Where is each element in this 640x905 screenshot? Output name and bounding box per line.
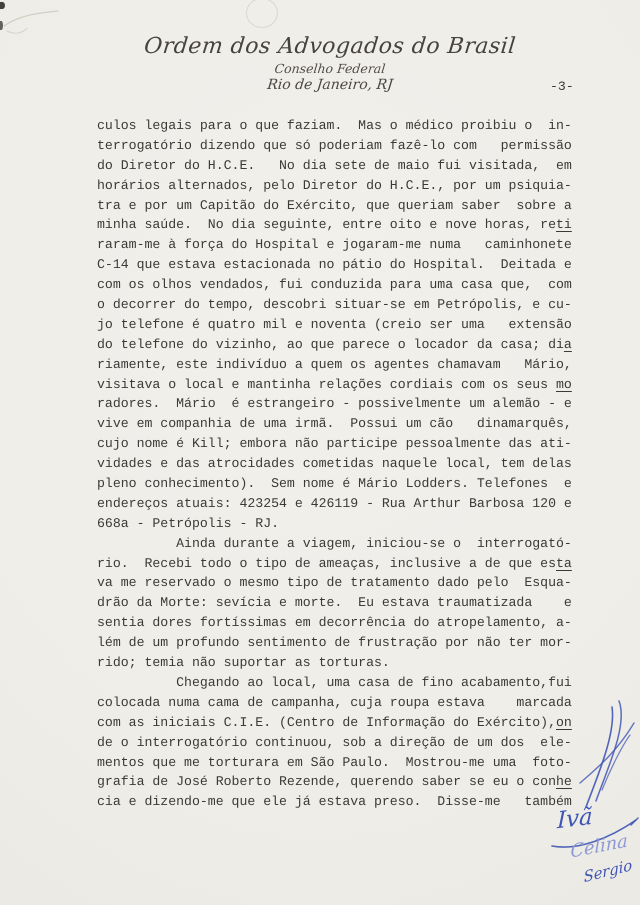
text-line: colocada numa cama de campanha, cuja roupa estava marcada [97, 694, 572, 710]
letterhead-council: Conselho Federal [273, 61, 387, 76]
text-line: vidades e das atrocidades cometidas naquele local, tem delas [97, 456, 572, 472]
text-line: horários alternados, pelo Diretor do H.C.E., por um psiquia- [97, 177, 572, 193]
text-line: do telefone do vizinho, ao que parece o locador da casa; dia [97, 336, 572, 352]
scan-edge-speck [0, 2, 5, 9]
text-line: sentia dores fortíssimas em decorrência do atropelamento, a- [97, 615, 572, 631]
text-line: minha saúde. No dia seguinte, entre oito e nove horas, reti [97, 217, 572, 233]
text-line: rio. Recebi todo o tipo de ameaças, inclusive a de que esta [97, 555, 572, 571]
text-line: pleno conhecimento). Sem nome é Mário Lodders. Telefones e [97, 476, 572, 492]
text-line: de o interrogatório continuou, sob a direção de um dos ele- [97, 734, 572, 750]
page-number: -3- [550, 79, 574, 94]
letterhead-org: Ordem dos Advogados do Brasil [142, 34, 518, 59]
handwritten-name-iva: Ivã [556, 803, 593, 835]
typewritten-body [97, 116, 572, 812]
faint-stain-mark [246, 0, 278, 28]
scan-edge-speck [0, 21, 3, 30]
text-line: raram-me à força do Hospital e jogaram-me numa caminhonete [97, 237, 572, 253]
letterhead-city: Rio de Janeiro, RJ [266, 77, 394, 93]
text-line: drão da Morte: sevícia e morte. Eu estava traumatizada e [97, 595, 572, 611]
text-line: vive em companhia de uma irmã. Possui um cão dinamarquês, [97, 416, 572, 432]
text-line: culos legais para o que faziam. Mas o médico proibiu o in- [97, 118, 572, 133]
text-line: com as iniciais C.I.E. (Centro de Informação do Exército),on [97, 714, 572, 730]
text-line: va me reservado o mesmo tipo de tratamento dado pelo Esqua- [97, 575, 572, 591]
text-line: rido; temia não suportar as torturas. [97, 655, 390, 671]
text-line: tra e por um Capitão do Exército, que queriam saber sobre a [97, 197, 572, 213]
text-line: com os olhos vendados, fui conduzida para uma casa que, com [97, 277, 572, 293]
text-line: cujo nome é Kill; embora não participe pessoalmente das ati- [97, 436, 572, 452]
text-line: lém de um profundo sentimento de frustração por não ter mor- [97, 635, 572, 651]
text-line: Ainda durante a viagem, iniciou-se o interrogató- [97, 535, 572, 551]
pencil-mark [0, 0, 64, 38]
ink-signature-scribble [572, 695, 640, 810]
text-line: C-14 que estava estacionada no pátio do Hospital. Deitada e [97, 257, 572, 273]
handwritten-name-sergio: Sergio [583, 855, 633, 887]
text-line: endereços atuais: 423254 e 426119 - Rua Arthur Barbosa 120 e [97, 495, 572, 511]
text-line: jo telefone é quatro mil e noventa (creio ser uma extensão [97, 316, 572, 332]
text-line: 668a - Petrópolis - RJ. [97, 515, 280, 531]
text-line: o decorrer do tempo, descobri situar-se em Petrópolis, e cu- [97, 297, 572, 313]
text-line: radores. Mário é estrangeiro - possivelmente um alemão - e [97, 396, 572, 412]
text-line: grafia de José Roberto Rezende, querendo saber se eu o conhe [97, 774, 572, 790]
text-line: visitava o local e mantinha relações cordiais com os seus mo [97, 376, 572, 392]
text-line: mentos que me torturara em São Paulo. Mostrou-me uma foto- [97, 754, 572, 770]
text-line: riamente, este indivíduo a quem os agentes chamavam Mário, [97, 356, 572, 372]
text-line: terrogatório dizendo que só poderiam fazê-lo com permissão [97, 137, 572, 153]
text-line: do Diretor do H.C.E. No dia sete de maio fui visitada, em [97, 157, 572, 173]
handwritten-name-celina: Celina [570, 830, 628, 863]
text-line: cia e dizendo-me que ele já estava preso. Disse-me também [97, 794, 572, 810]
text-line: Chegando ao local, uma casa de fino acabamento,fui [97, 674, 572, 690]
